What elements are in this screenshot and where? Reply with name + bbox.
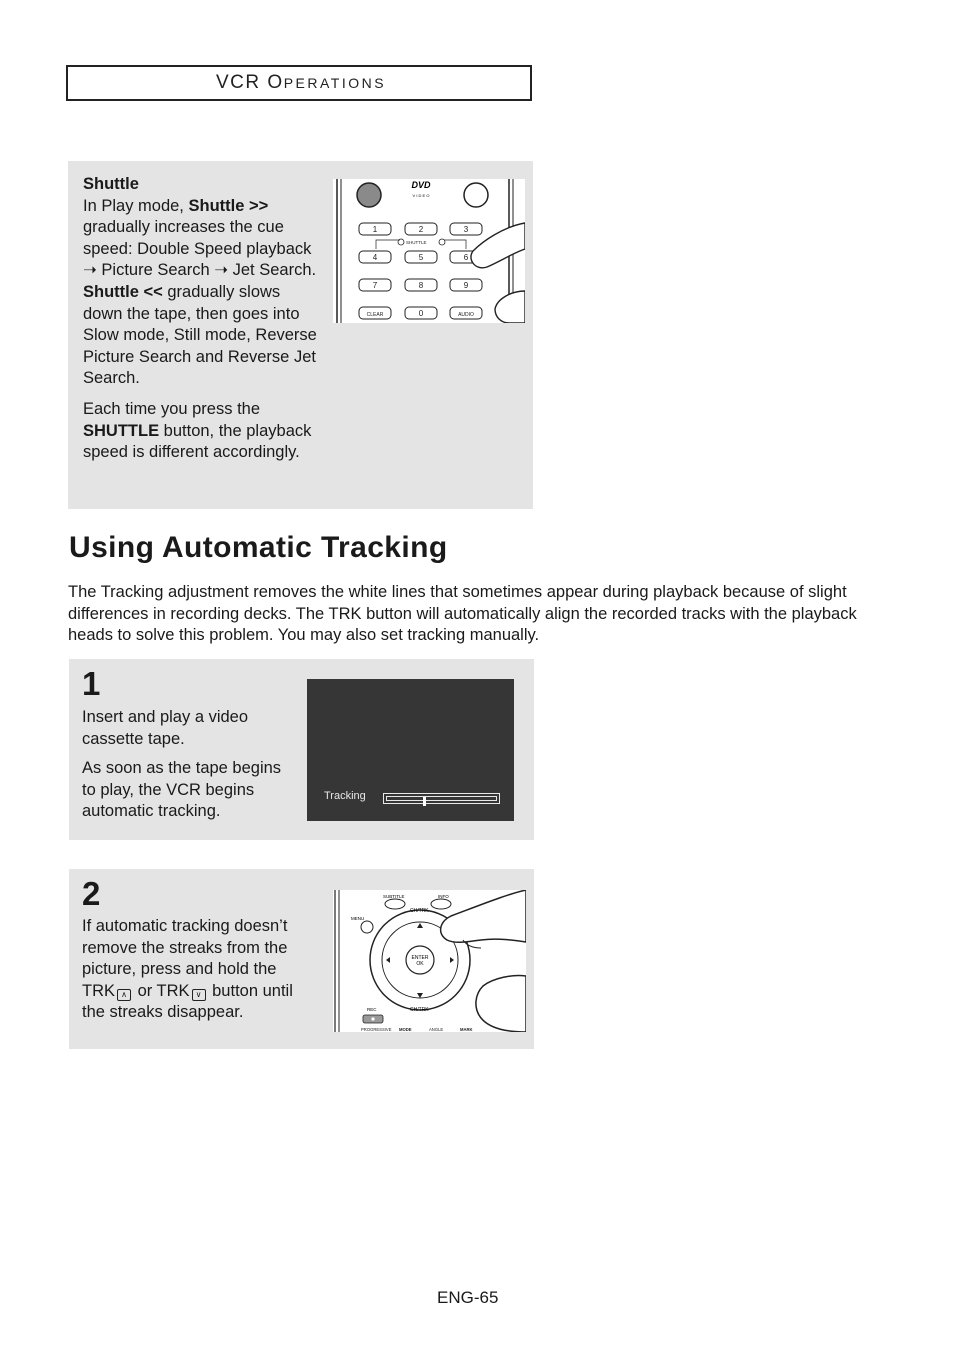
rec-label: REC (367, 1007, 377, 1012)
keypad-key-label: 8 (418, 281, 424, 290)
trk-up-icon: ∧ (117, 989, 131, 1001)
remote-logo-top: DVD (411, 180, 431, 190)
shuttle-panel (68, 161, 533, 509)
step-2-text (82, 916, 302, 1024)
keypad-key-label: 5 (418, 253, 424, 262)
subtitle-label: SUBTITLE (383, 894, 405, 899)
menu-label: MENU (351, 916, 365, 921)
tracking-bar (383, 793, 500, 804)
round-button-icon (464, 183, 488, 207)
page-title: Using Automatic Tracking (69, 531, 448, 564)
keypad-key-label: 7 (372, 281, 378, 290)
keypad-key-label: 9 (463, 281, 469, 290)
progressive-label: PROGRESSIVE (361, 1027, 392, 1032)
shuttle-paragraph-3: Each time you press the SHUTTLE button, the playback speed is different accordingly. (83, 399, 312, 462)
keypad-key-label: 4 (372, 253, 378, 262)
power-button-icon (357, 183, 381, 207)
ok-label: OK (416, 961, 424, 967)
page-number: ENG-65 (437, 1288, 499, 1307)
step-1-panel (69, 659, 534, 840)
angle-label: ANGLE (429, 1027, 444, 1032)
step-number: 1 (82, 665, 101, 702)
keypad-key-label: AUDIO (458, 312, 474, 318)
shuttle-label: SHUTTLE (406, 240, 427, 245)
step-1-paragraph-2: As soon as the tape begins to play, the VCR begins automatic tracking. (82, 759, 282, 821)
tracking-label: Tracking (324, 790, 366, 802)
keypad-key-label: 6 (463, 253, 469, 262)
keypad-key-label: 2 (418, 225, 424, 234)
keypad-key-label: 0 (418, 309, 424, 318)
chtrk-bottom-label: CH/TRK (410, 1007, 429, 1013)
shuttle-paragraph-1: In Play mode, Shuttle >> gradually increases the cue speed: Double Speed playback ➝ Picture Search ➝ Jet Search. (83, 196, 317, 280)
shuttle-paragraph-2: Shuttle << gradually slows down the tape, then goes into Slow mode, Still mode, Reverse Picture Search and Reverse Jet Search. (83, 282, 317, 388)
info-label: INFO (438, 894, 449, 899)
section-header-first: VCR (216, 72, 261, 93)
section-header-rest: PERATIONS (283, 75, 387, 91)
keypad-key-label: 1 (372, 225, 378, 234)
section-header (66, 65, 532, 101)
keypad-key-label: CLEAR (366, 312, 384, 318)
chtrk-top-label: CH/TRK (410, 908, 429, 914)
step-number: 2 (82, 875, 101, 912)
tracking-marker (423, 797, 426, 806)
shuttle-heading: Shuttle (83, 175, 139, 193)
step-2-paragraph: If automatic tracking doesn’t remove the streaks from the picture, press and hold the TRK ∧ or TRK ∨ button until the streaks disappear. (82, 917, 293, 1022)
step-1-text (82, 707, 297, 823)
step-1-paragraph-1: Insert and play a video cassette tape. (82, 708, 249, 748)
keypad-key-label: 3 (463, 225, 469, 234)
trk-down-icon: ∨ (192, 989, 206, 1001)
enter-label: ENTER (411, 955, 429, 961)
remote-keypad-illustration (333, 179, 525, 323)
intro-paragraph: The Tracking adjustment removes the white lines that sometimes appear during playback because of slight differences in recording decks. The TRK button will automatically align the recorded tracks with the playback heads to solve this problem. You may also set tracking manually. (68, 583, 857, 645)
thumb-icon (476, 975, 526, 1032)
shuttle-description (83, 174, 319, 464)
mark-label: MARK (460, 1027, 473, 1032)
remote-logo-bottom: V I D E O (412, 193, 430, 198)
mode-label: MODE (399, 1027, 412, 1032)
thumb-icon (495, 291, 525, 323)
remote-navigation-illustration (333, 890, 526, 1032)
section-header-cap: O (267, 72, 284, 93)
finger-icon (441, 890, 526, 942)
tv-screen-illustration (307, 679, 514, 821)
step-2-panel (69, 869, 534, 1049)
